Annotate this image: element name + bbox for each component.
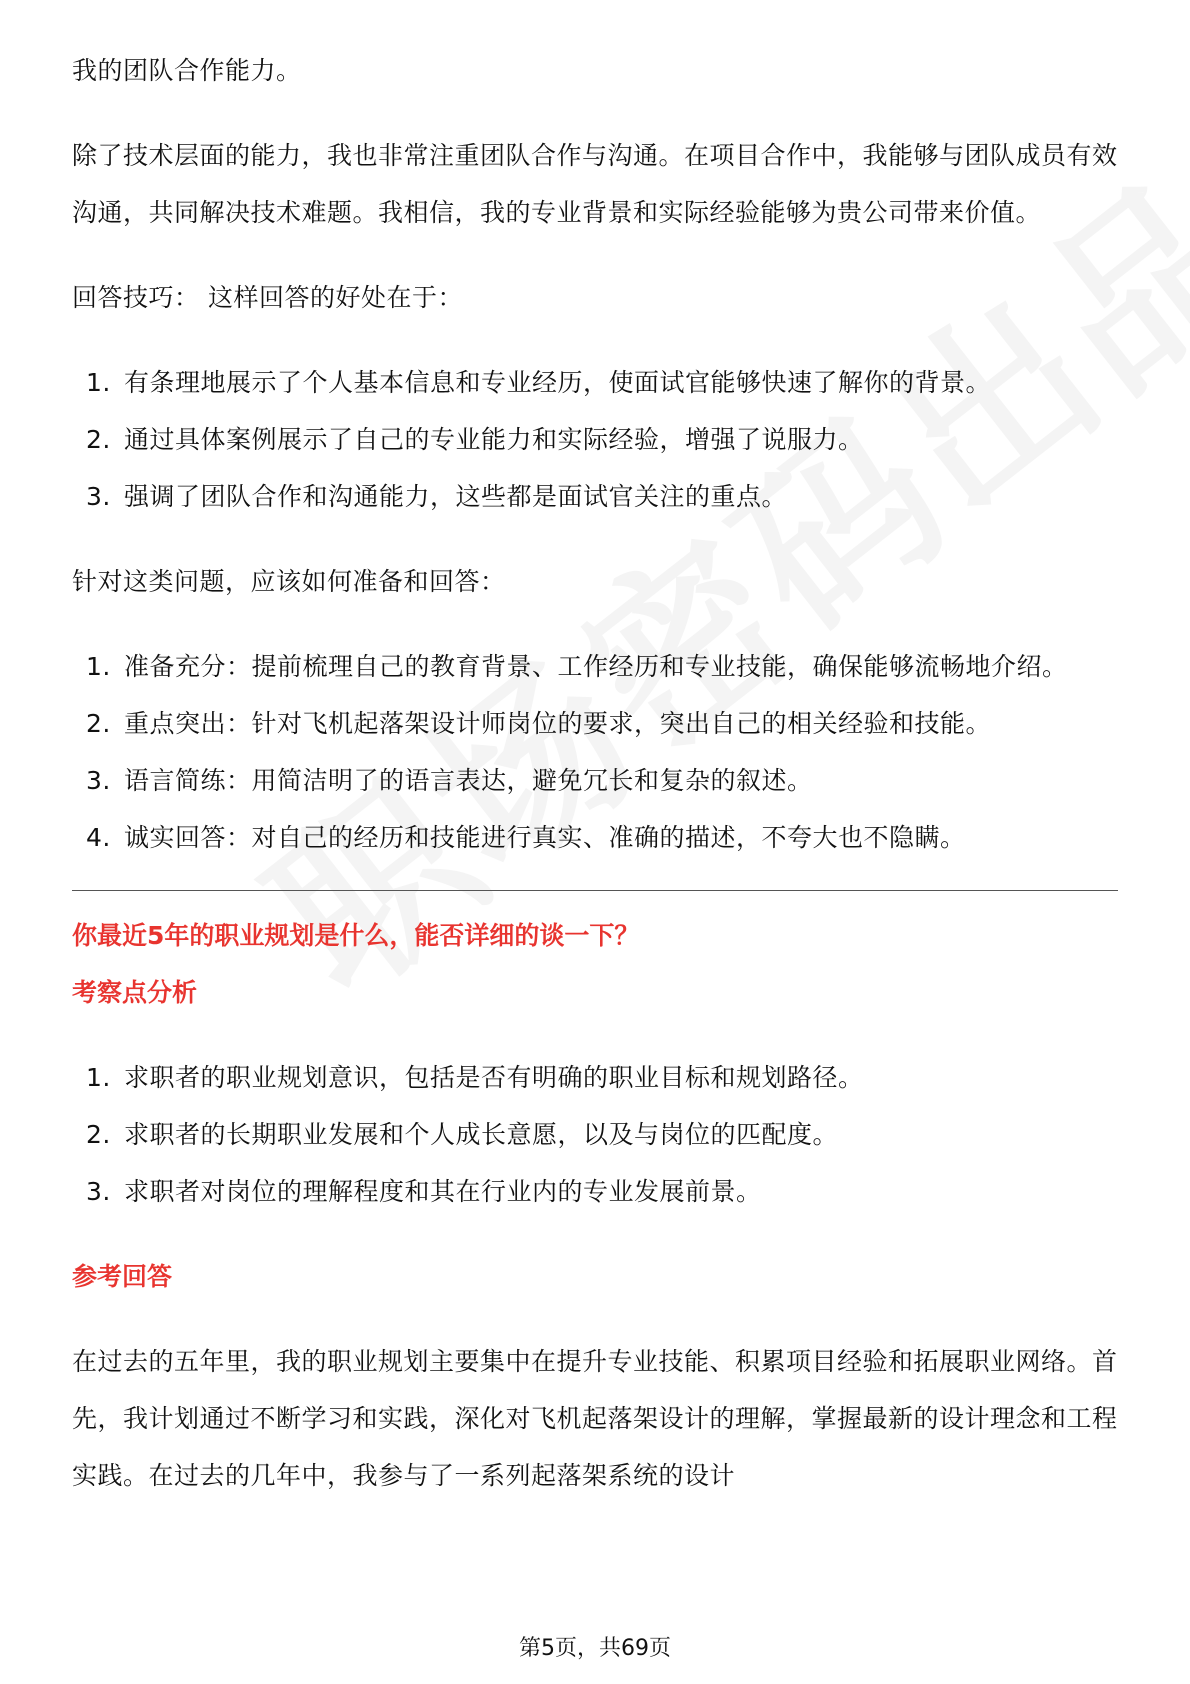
prep-list [72, 638, 1118, 866]
list-item: 3. 强调了团队合作和沟通能力，这些都是面试官关注的重点。 [86, 482, 788, 511]
list-item: 3. 语言简练：用简洁明了的语言表达，避免冗长和复杂的叙述。 [86, 766, 813, 795]
question-heading: 你最近5年的职业规划是什么，能否详细的谈一下？ [72, 921, 640, 950]
tips-list [72, 354, 1118, 525]
team-paragraph: 除了技术层面的能力，我也非常注重团队合作与沟通。在项目合作中，我能够与团队成员有效沟通，共同解决技术难题。我相信，我的专业背景和实际经验能够为贵公司带来价值。 [72, 141, 1118, 227]
analysis-heading: 考察点分析 [72, 978, 198, 1007]
section-divider [72, 890, 1118, 891]
page-footer: 第5页，共69页 [519, 1636, 671, 1661]
list-item: 2. 通过具体案例展示了自己的专业能力和实际经验，增强了说服力。 [86, 425, 864, 454]
answer-heading: 参考回答 [72, 1262, 173, 1291]
list-item: 2. 重点突出：针对飞机起落架设计师岗位的要求，突出自己的相关经验和技能。 [86, 709, 992, 738]
answer-paragraph: 在过去的五年里，我的职业规划主要集中在提升专业技能、积累项目经验和拓展职业网络。首先，我计划通过不断学习和实践，深化对飞机起落架设计的理解，掌握最新的设计理念和工程实践。在过去的几年中，我参与了一系列起落架系统的设计 [72, 1347, 1118, 1490]
tips-label: 回答技巧： 这样回答的好处在于： [72, 283, 463, 312]
list-item: 1. 准备充分：提前梳理自己的教育背景、工作经历和专业技能，确保能够流畅地介绍。 [86, 652, 1068, 681]
analysis-list [72, 1049, 1118, 1220]
list-item: 1. 求职者的职业规划意识，包括是否有明确的职业目标和规划路径。 [86, 1063, 864, 1092]
list-item: 1. 有条理地展示了个人基本信息和专业经历，使面试官能够快速了解你的背景。 [86, 368, 992, 397]
list-item: 4. 诚实回答：对自己的经历和技能进行真实、准确的描述，不夸大也不隐瞒。 [86, 823, 966, 852]
list-item: 2. 求职者的长期职业发展和个人成长意愿，以及与岗位的匹配度。 [86, 1120, 839, 1149]
intro-tail-paragraph: 我的团队合作能力。 [72, 56, 302, 85]
prep-label: 针对这类问题，应该如何准备和回答： [72, 567, 506, 596]
list-item: 3. 求职者对岗位的理解程度和其在行业内的专业发展前景。 [86, 1177, 762, 1206]
page-content [72, 42, 1118, 1504]
